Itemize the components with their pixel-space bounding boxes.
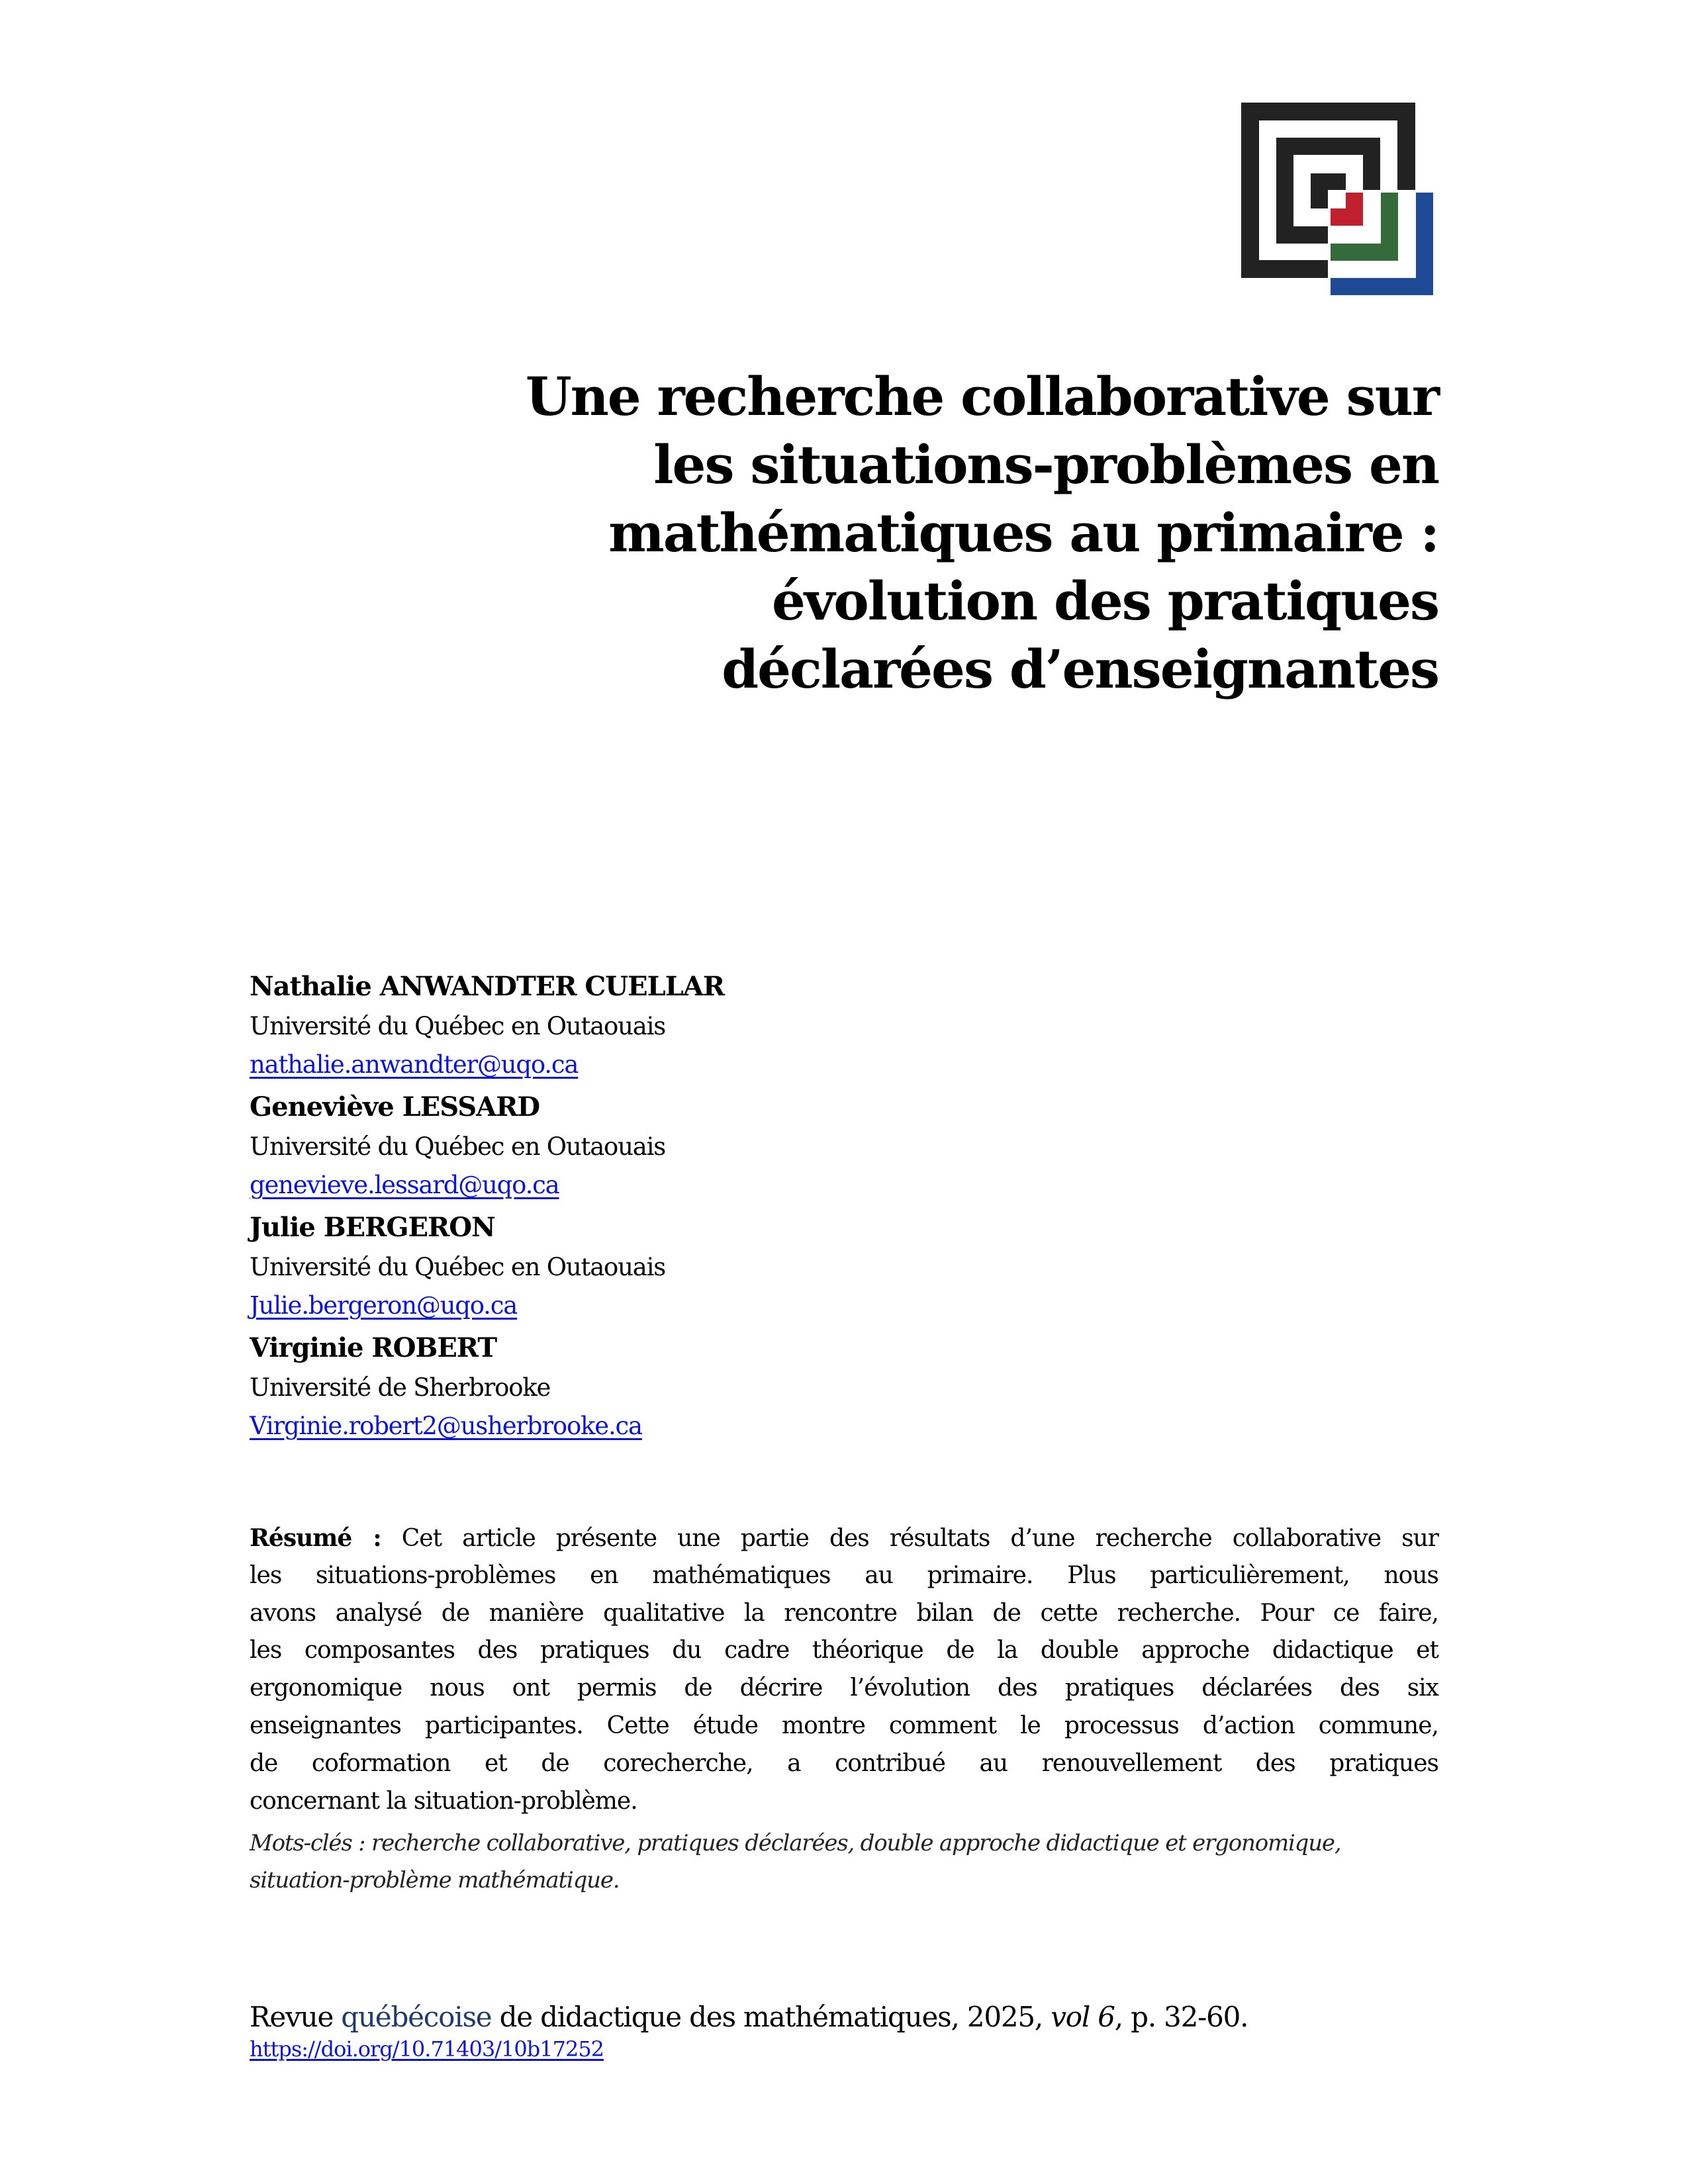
abstract-line: avons analysé de manière qualitative la rencontre bilan de cette recherche. Pour ce faire,	[250, 1599, 1438, 1627]
author-list	[250, 968, 1375, 1449]
author-email-link[interactable]: Julie.bergeron@uqo.ca	[250, 1291, 518, 1320]
keywords-line: Mots-clés : recherche collaborative, pratiques déclarées, double approche didactique et ergonomique,	[250, 1830, 1341, 1856]
abstract-line: les situations-problèmes en mathématiques au primaire. Plus particulièrement, nous	[250, 1561, 1438, 1589]
citation-line	[250, 1999, 1441, 2036]
logo-spiral-icon	[1241, 103, 1440, 301]
abstract-line	[250, 1520, 1438, 1557]
keywords	[250, 1825, 1438, 1899]
author-entry	[250, 968, 1375, 1088]
author-affiliation: Université de Sherbrooke	[250, 1373, 551, 1402]
citation-prefix: Revue	[250, 2001, 342, 2033]
title-line: évolution des pratiques	[771, 570, 1438, 632]
author-affiliation: Université du Québec en Outaouais	[250, 1253, 666, 1281]
author-email-link[interactable]: nathalie.anwandter@uqo.ca	[250, 1050, 579, 1079]
author-affiliation: Université du Québec en Outaouais	[250, 1132, 666, 1161]
abstract	[250, 1520, 1438, 1820]
citation-volume: vol 6	[1051, 2001, 1115, 2033]
author-entry	[250, 1329, 1375, 1449]
title-line: Une recherche collaborative sur	[525, 365, 1438, 428]
abstract-line: les composantes des pratiques du cadre théorique de la double approche didactique et	[250, 1637, 1438, 1664]
doi-link[interactable]: https://doi.org/10.71403/10b17252	[250, 2036, 604, 2062]
author-email-link[interactable]: Virginie.robert2@usherbrooke.ca	[250, 1412, 642, 1440]
citation-pages: , p. 32-60.	[1114, 2001, 1248, 2033]
title-line: mathématiques au primaire :	[608, 502, 1438, 564]
abstract-line: concernant la situation-problème.	[250, 1787, 637, 1815]
author-name: Julie BERGERON	[250, 1212, 495, 1243]
author-name: Nathalie ANWANDTER CUELLAR	[250, 971, 725, 1002]
author-name: Virginie ROBERT	[250, 1332, 497, 1363]
keywords-line: situation-problème mathématique.	[250, 1867, 620, 1893]
journal-citation	[250, 1999, 1441, 2062]
title-line: les situations-problèmes en	[653, 433, 1438, 496]
journal-logo	[1241, 103, 1440, 301]
abstract-line: ergonomique nous ont permis de décrire l’évolution des pratiques déclarées des six	[250, 1674, 1438, 1702]
author-entry	[250, 1208, 1375, 1329]
author-email-link[interactable]: genevieve.lessard@uqo.ca	[250, 1171, 559, 1199]
journal-name-highlight: québécoise	[341, 2001, 492, 2033]
abstract-line: de coformation et de corecherche, a contribué au renouvellement des pratiques	[250, 1749, 1438, 1777]
author-name: Geneviève LESSARD	[250, 1091, 540, 1122]
article-title	[331, 363, 1438, 704]
abstract-label: Résumé :	[250, 1524, 381, 1552]
citation-middle: de didactique des mathématiques, 2025,	[491, 2001, 1051, 2033]
abstract-text: Cet article présente une partie des résultats d’une recherche collaborative sur	[381, 1525, 1438, 1552]
abstract-line: enseignantes participantes. Cette étude montre comment le processus d’action commune,	[250, 1711, 1438, 1739]
author-entry	[250, 1088, 1375, 1208]
author-affiliation: Université du Québec en Outaouais	[250, 1012, 666, 1040]
title-line: déclarées d’enseignantes	[722, 638, 1438, 700]
